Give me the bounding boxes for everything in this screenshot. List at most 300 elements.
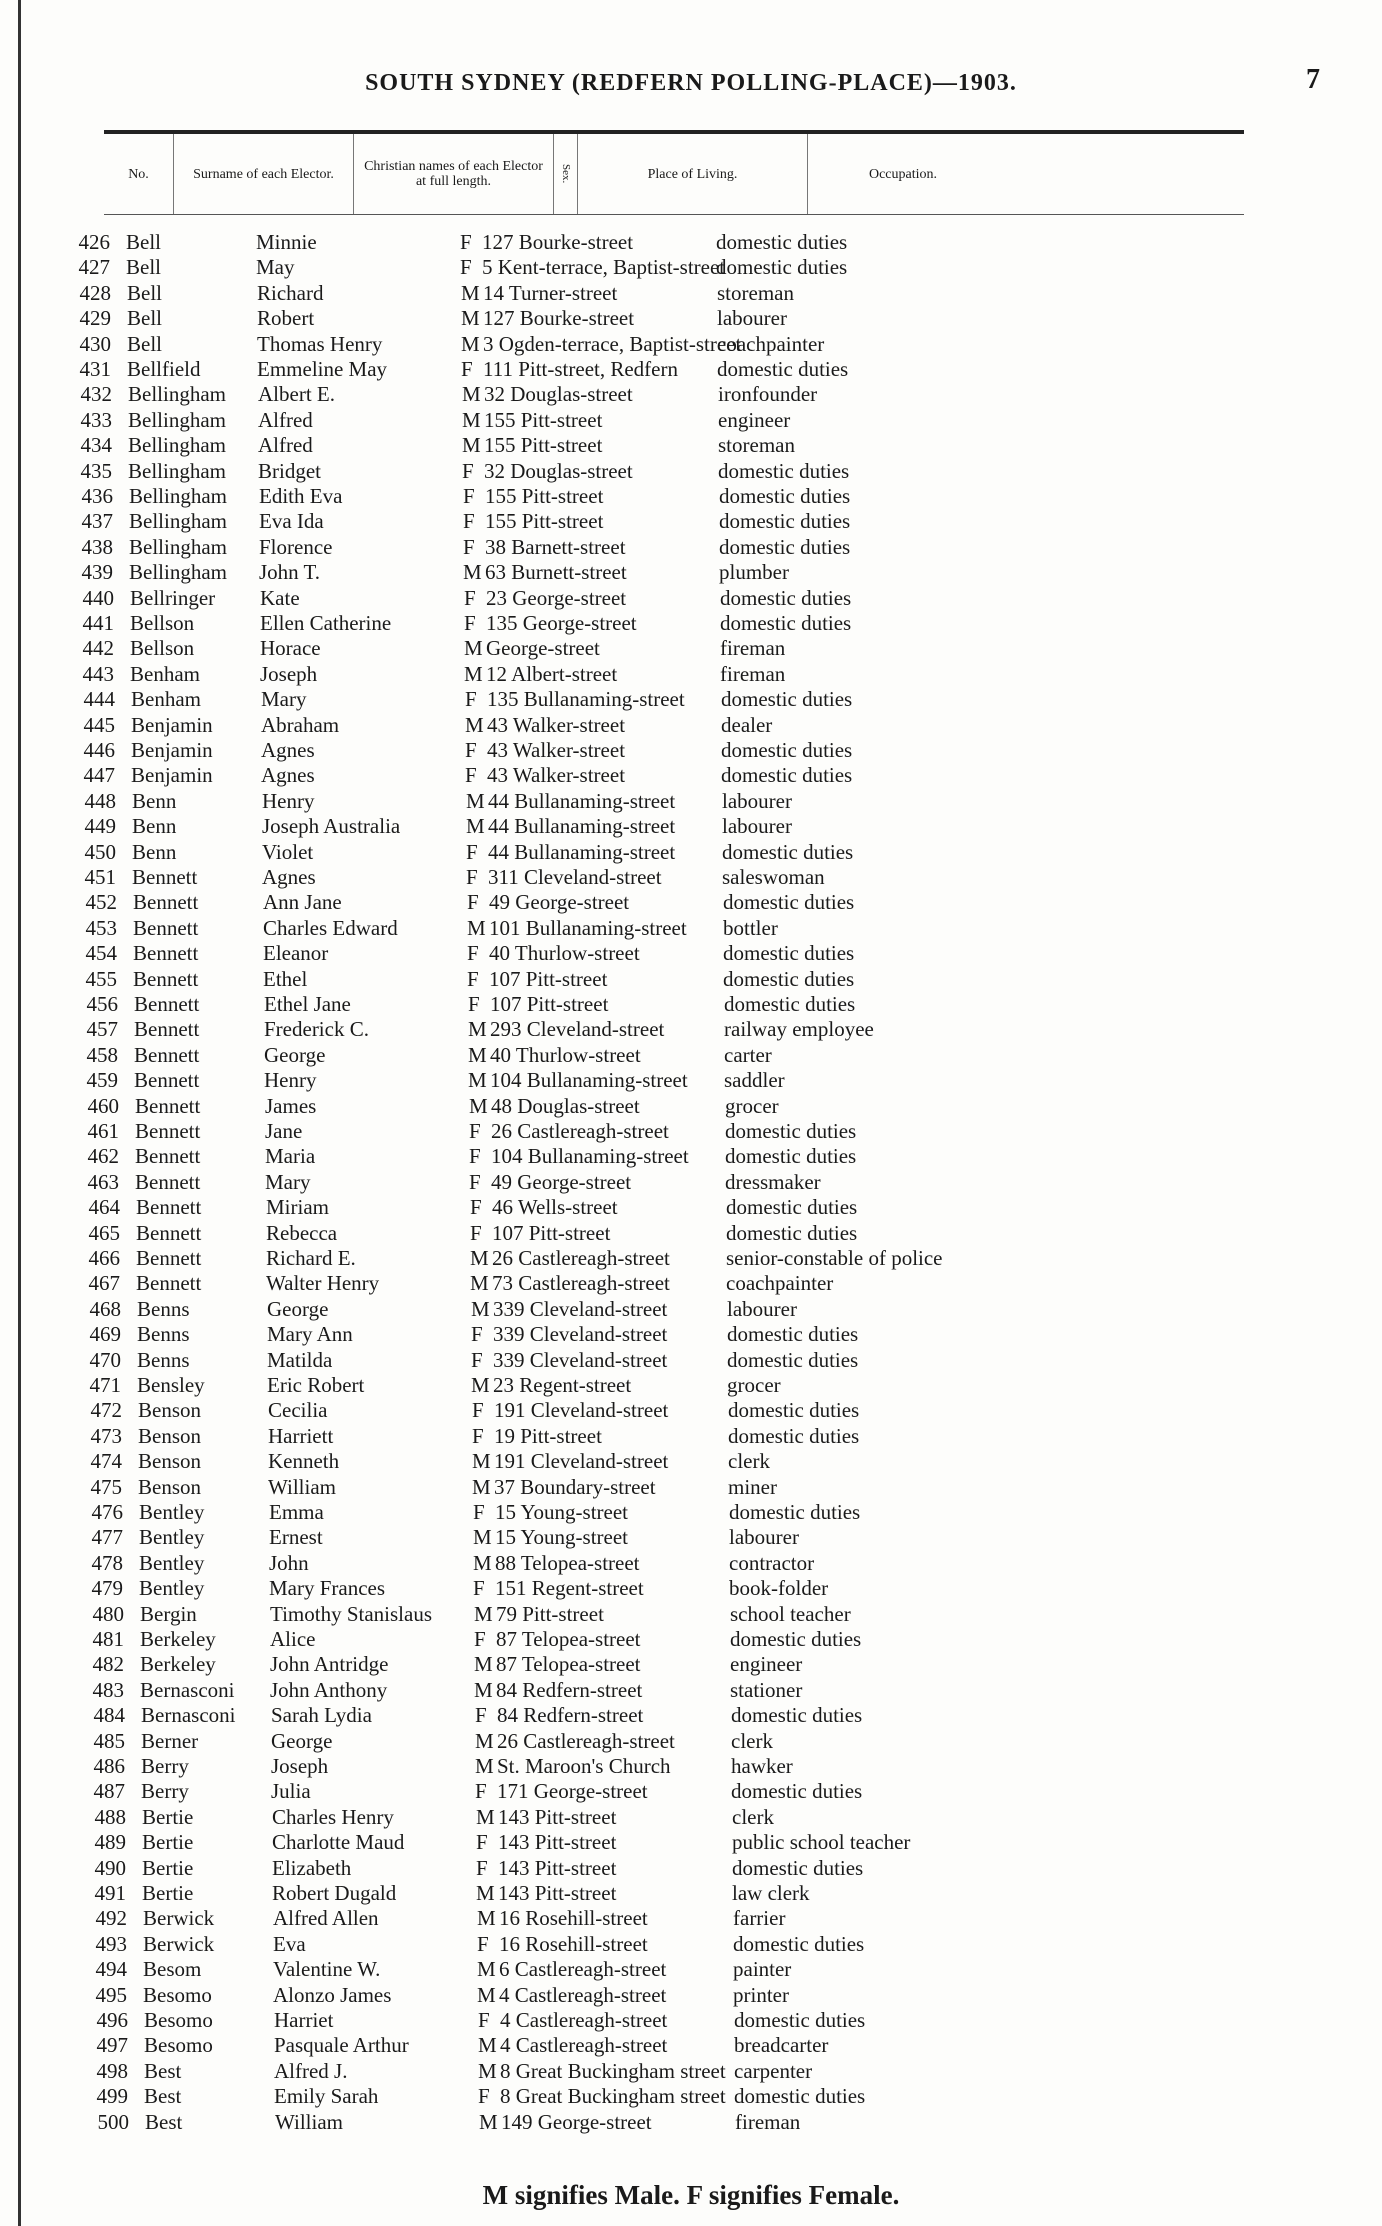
cell-no: 499 (96, 2084, 128, 2109)
cell-no: 476 (91, 1500, 123, 1524)
cell-place: 23 Regent-street (493, 1373, 632, 1397)
cell-sex: F (462, 458, 474, 483)
cell-christian: Charlotte Maud (272, 1830, 405, 1855)
cell-sex: M (476, 1881, 495, 1905)
cell-sex: M (479, 2109, 498, 2134)
cell-place: 171 George-street (497, 1779, 648, 1804)
cell-no: 433 (80, 407, 112, 432)
cell-occupation: domestic duties (727, 1347, 859, 1372)
cell-occupation: railway employee (724, 1017, 874, 1042)
cell-place: 40 Thurlow-street (489, 941, 640, 966)
cell-christian: George (264, 1042, 326, 1067)
cell-christian: Ellen Catherine (260, 611, 392, 635)
cell-christian: Henry (262, 788, 315, 813)
cell-christian: Bridget (258, 458, 321, 483)
cell-christian: Robert Dugald (272, 1881, 397, 1905)
cell-no: 428 (79, 280, 111, 305)
cell-no: 438 (81, 534, 113, 559)
cell-occupation: engineer (730, 1652, 803, 1677)
cell-no: 463 (87, 1169, 119, 1194)
cell-surname: Besom (143, 1957, 202, 1982)
cell-christian: Valentine W. (273, 1957, 381, 1982)
cell-occupation: school teacher (730, 1601, 851, 1626)
cell-christian: Matilda (267, 1347, 333, 1372)
cell-surname: Bennett (133, 915, 199, 940)
cell-christian: Kate (260, 585, 300, 610)
cell-sex: M (475, 1754, 494, 1778)
cell-surname: Bellingham (128, 407, 226, 432)
cell-no: 453 (85, 915, 117, 940)
cell-surname: Best (144, 2058, 182, 2083)
cell-no: 462 (87, 1144, 119, 1169)
cell-place: 143 Pitt-street (498, 1804, 617, 1829)
cell-occupation: domestic duties (723, 966, 855, 991)
cell-no: 469 (89, 1322, 121, 1347)
cell-surname: Bennett (136, 1195, 202, 1220)
cell-sex: M (478, 2058, 497, 2083)
cell-surname: Bell (127, 331, 162, 356)
cell-no: 482 (92, 1652, 124, 1677)
cell-place: 14 Turner-street (483, 280, 618, 305)
cell-surname: Bennett (135, 1144, 201, 1169)
cell-occupation: fireman (720, 636, 786, 661)
cell-occupation: labourer (727, 1296, 797, 1321)
cell-no: 479 (91, 1576, 123, 1601)
cell-sex: M (470, 1246, 489, 1270)
cell-occupation: hawker (731, 1754, 793, 1778)
cell-surname: Bellson (130, 611, 195, 635)
cell-sex: F (470, 1195, 482, 1220)
cell-sex: M (466, 788, 485, 813)
cell-place: 4 Castlereagh-street (500, 2033, 668, 2058)
cell-place: 135 Bullanaming-street (487, 687, 685, 712)
cell-place: 111 Pitt-street, Redfern (483, 357, 678, 381)
cell-occupation: public school teacher (732, 1830, 911, 1855)
cell-surname: Benns (137, 1347, 190, 1372)
cell-no: 480 (92, 1601, 124, 1626)
cell-place: 49 George-street (489, 890, 630, 915)
cell-no: 490 (94, 1855, 126, 1880)
cell-place: 191 Cleveland-street (494, 1398, 669, 1423)
cell-surname: Bennett (133, 941, 199, 966)
cell-place: 32 Douglas-street (484, 382, 633, 407)
cell-no: 457 (86, 1017, 118, 1042)
cell-occupation: clerk (728, 1449, 770, 1474)
cell-surname: Bellingham (129, 509, 227, 534)
cell-christian: Jane (265, 1119, 303, 1143)
cell-sex: F (476, 1830, 488, 1855)
cell-christian: Alice (270, 1627, 316, 1651)
cell-christian: Henry (264, 1068, 317, 1093)
cell-occupation: domestic duties (723, 890, 855, 915)
col-header-occupation: Occupation. (868, 166, 938, 182)
page-number: 7 (1306, 64, 1320, 95)
cell-sex: M (467, 915, 486, 940)
cell-occupation: coachpainter (726, 1271, 834, 1296)
cell-place: 149 George-street (501, 2109, 652, 2134)
cell-occupation: contractor (729, 1550, 815, 1575)
cell-no: 459 (86, 1068, 118, 1093)
cell-place: 107 Pitt-street (490, 992, 609, 1016)
cell-occupation: domestic duties (734, 2008, 866, 2032)
cell-sex: M (468, 1068, 487, 1093)
cell-christian: Agnes (261, 738, 315, 762)
cell-sex: M (461, 280, 480, 305)
cell-surname: Bennett (136, 1246, 202, 1270)
cell-surname: Benjamin (131, 763, 213, 788)
cell-place: 38 Barnett-street (485, 534, 626, 559)
cell-place: 43 Walker-street (487, 712, 626, 737)
cell-occupation: senior-constable of police (726, 1246, 943, 1270)
cell-occupation: domestic duties (728, 1398, 860, 1423)
cell-sex: M (471, 1296, 490, 1321)
cell-surname: Benson (138, 1398, 201, 1423)
cell-no: 445 (83, 712, 115, 737)
cell-sex: F (467, 966, 479, 991)
cell-sex: F (465, 763, 477, 788)
cell-surname: Bellringer (130, 585, 216, 610)
legend-footer: M signifies Male. F signifies Female. (482, 2180, 900, 2210)
cell-surname: Bennett (134, 1068, 200, 1093)
col-header-no: No. (104, 134, 174, 214)
cell-surname: Besomo (144, 2008, 213, 2032)
cell-place: 143 Pitt-street (498, 1881, 617, 1905)
cell-place: 5 Kent-terrace, Baptist-street (482, 255, 726, 280)
cell-surname: Besomo (143, 1982, 212, 2007)
cell-occupation: domestic duties (724, 992, 856, 1016)
cell-sex: F (466, 865, 478, 889)
cell-sex: F (463, 484, 475, 508)
cell-christian: James (265, 1093, 317, 1118)
cell-occupation: saddler (724, 1068, 785, 1093)
cell-place: 43 Walker-street (487, 763, 626, 788)
cell-sex: F (475, 1703, 487, 1728)
cell-sex: F (472, 1423, 484, 1448)
cell-surname: Bertie (142, 1855, 194, 1880)
cell-no: 443 (82, 661, 114, 686)
cell-occupation: domestic duties (728, 1423, 860, 1448)
cell-surname: Berwick (143, 1906, 215, 1931)
cell-place: 155 Pitt-street (485, 509, 604, 534)
cell-no: 467 (88, 1271, 120, 1296)
cell-christian: Alfred J. (274, 2058, 348, 2083)
cell-surname: Benson (138, 1474, 201, 1499)
cell-sex: M (462, 382, 481, 407)
cell-christian: Thomas Henry (257, 331, 383, 356)
cell-sex: F (461, 357, 473, 381)
cell-no: 472 (90, 1398, 122, 1423)
cell-place: 339 Cleveland-street (493, 1322, 668, 1347)
cell-sex: M (464, 636, 483, 661)
cell-sex: M (471, 1373, 490, 1397)
cell-no: 466 (88, 1246, 120, 1270)
cell-christian: Joseph (271, 1754, 329, 1778)
cell-surname: Bellfield (127, 357, 201, 381)
cell-occupation: domestic duties (718, 458, 850, 483)
cell-place: 311 Cleveland-street (488, 865, 662, 889)
cell-surname: Bennett (136, 1220, 202, 1245)
cell-sex: F (469, 1169, 481, 1194)
cell-sex: M (472, 1474, 491, 1499)
cell-christian: Charles Edward (263, 915, 398, 940)
cell-place: 104 Bullanaming-street (491, 1144, 689, 1169)
cell-occupation: domestic duties (729, 1500, 861, 1524)
cell-no: 484 (93, 1703, 125, 1728)
cell-sex: F (468, 992, 480, 1016)
cell-christian: Alfred (258, 433, 313, 458)
cell-sex: F (460, 255, 472, 280)
cell-occupation: domestic duties (717, 357, 849, 381)
cell-sex: F (463, 534, 475, 559)
page-edge-line (18, 0, 21, 2226)
cell-place: 63 Burnett-street (485, 560, 627, 585)
cell-place: 44 Bullanaming-street (488, 839, 676, 864)
cell-occupation: domestic duties (716, 230, 848, 254)
cell-no: 454 (85, 941, 117, 966)
cell-christian: Robert (257, 306, 315, 331)
cell-surname: Bernasconi (141, 1703, 236, 1728)
cell-no: 485 (93, 1728, 125, 1753)
cell-place: 104 Bullanaming-street (490, 1068, 688, 1093)
cell-place: 151 Regent-street (495, 1576, 644, 1601)
cell-no: 452 (85, 890, 117, 915)
cell-occupation: domestic duties (725, 1119, 857, 1143)
cell-surname: Bell (127, 306, 162, 331)
cell-christian: Cecilia (268, 1398, 328, 1423)
cell-no: 426 (78, 230, 110, 254)
cell-sex: F (472, 1398, 484, 1423)
cell-occupation: plumber (719, 560, 789, 585)
cell-surname: Best (144, 2084, 182, 2109)
cell-occupation: fireman (735, 2109, 801, 2134)
cell-no: 493 (95, 1931, 127, 1956)
cell-occupation: engineer (718, 407, 791, 432)
cell-no: 441 (82, 611, 114, 635)
cell-christian: Emily Sarah (274, 2084, 379, 2109)
cell-sex: F (465, 687, 477, 712)
cell-sex: F (473, 1576, 485, 1601)
cell-no: 449 (84, 814, 116, 839)
cell-christian: Eva Ida (259, 509, 324, 534)
cell-place: 26 Castlereagh-street (492, 1246, 670, 1270)
cell-place: 8 Great Buckingham street (500, 2084, 726, 2109)
cell-christian: Abraham (261, 712, 340, 737)
cell-christian: Emma (269, 1500, 324, 1524)
cell-occupation: domestic duties (731, 1703, 863, 1728)
cell-christian: Frederick C. (264, 1017, 369, 1042)
cell-christian: Emmeline May (257, 357, 388, 381)
cell-place: 40 Thurlow-street (490, 1042, 641, 1067)
cell-occupation: painter (733, 1957, 792, 1982)
cell-place: 191 Cleveland-street (494, 1449, 669, 1474)
cell-place: 155 Pitt-street (485, 484, 604, 508)
cell-place: 87 Telopea-street (496, 1652, 641, 1677)
cell-sex: F (478, 2008, 490, 2032)
cell-place: 84 Redfern-street (496, 1677, 643, 1702)
cell-no: 442 (82, 636, 114, 661)
cell-surname: Benson (138, 1423, 201, 1448)
cell-place: 15 Young-street (495, 1500, 629, 1524)
cell-place: 43 Walker-street (487, 738, 626, 762)
cell-sex: M (466, 814, 485, 839)
cell-occupation: labourer (717, 306, 787, 331)
cell-christian: Mary (261, 687, 307, 712)
cell-occupation: domestic duties (725, 1144, 857, 1169)
cell-christian: George (271, 1728, 333, 1753)
cell-surname: Bertie (142, 1881, 194, 1905)
cell-occupation: domestic duties (720, 611, 852, 635)
cell-no: 461 (87, 1119, 119, 1143)
cell-no: 500 (97, 2109, 129, 2134)
cell-place: 4 Castlereagh-street (499, 1982, 667, 2007)
cell-no: 477 (91, 1525, 123, 1550)
cell-no: 440 (82, 585, 114, 610)
cell-christian: Rebecca (266, 1220, 338, 1245)
cell-surname: Bernasconi (140, 1677, 235, 1702)
cell-sex: F (471, 1347, 483, 1372)
cell-surname: Bell (126, 230, 161, 254)
cell-occupation: domestic duties (732, 1855, 864, 1880)
cell-surname: Benn (132, 839, 177, 864)
cell-no: 481 (92, 1627, 124, 1651)
cell-no: 464 (88, 1195, 120, 1220)
cell-occupation: grocer (727, 1373, 781, 1397)
cell-christian: Violet (262, 839, 314, 864)
cell-no: 491 (94, 1881, 126, 1905)
cell-place: 155 Pitt-street (484, 433, 603, 458)
cell-occupation: labourer (729, 1525, 799, 1550)
cell-sex: M (476, 1804, 495, 1829)
cell-occupation: domestic duties (716, 255, 848, 280)
cell-surname: Benn (132, 814, 177, 839)
cell-sex: M (462, 433, 481, 458)
cell-surname: Berkeley (140, 1627, 216, 1651)
cell-no: 456 (86, 992, 118, 1016)
cell-surname: Bertie (142, 1804, 194, 1829)
cell-no: 475 (90, 1474, 122, 1499)
cell-sex: F (467, 941, 479, 966)
cell-surname: Besomo (144, 2033, 213, 2058)
cell-sex: F (477, 1931, 489, 1956)
cell-surname: Benns (137, 1322, 190, 1347)
cell-christian: Harriet (274, 2008, 334, 2032)
cell-christian: Horace (260, 636, 321, 661)
cell-christian: Richard E. (266, 1246, 356, 1270)
cell-surname: Bennett (132, 865, 198, 889)
cell-christian: John Anthony (270, 1677, 388, 1702)
page-title: SOUTH SYDNEY (REDFERN POLLING-PLACE)—1903. (365, 70, 1017, 96)
cell-christian: May (256, 255, 295, 280)
cell-surname: Bentley (139, 1500, 205, 1524)
col-header-place: Place of Living. (578, 134, 808, 214)
cell-no: 473 (90, 1423, 122, 1448)
cell-place: 44 Bullanaming-street (488, 788, 676, 813)
cell-occupation: saleswoman (722, 865, 825, 889)
cell-occupation: miner (728, 1474, 777, 1499)
cell-no: 489 (94, 1830, 126, 1855)
cell-occupation: domestic duties (722, 839, 854, 864)
cell-occupation: storeman (718, 433, 795, 458)
cell-no: 478 (91, 1550, 123, 1575)
cell-occupation: domestic duties (726, 1220, 858, 1245)
cell-sex: F (464, 611, 476, 635)
cell-sex: M (472, 1449, 491, 1474)
cell-surname: Bennett (135, 1169, 201, 1194)
cell-surname: Best (145, 2109, 183, 2134)
cell-place: 26 Castlereagh-street (491, 1119, 669, 1143)
cell-no: 434 (80, 433, 112, 458)
cell-christian: Mary (265, 1169, 311, 1194)
cell-place: 127 Bourke-street (483, 306, 635, 331)
cell-christian: Elizabeth (272, 1855, 352, 1880)
cell-occupation: domestic duties (727, 1322, 859, 1347)
cell-surname: Benjamin (131, 712, 213, 737)
cell-occupation: domestic duties (719, 484, 851, 508)
cell-place: 143 Pitt-street (498, 1830, 617, 1855)
cell-sex: F (478, 2084, 490, 2109)
cell-sex: M (475, 1728, 494, 1753)
cell-no: 487 (93, 1779, 125, 1804)
cell-sex: F (475, 1779, 487, 1804)
cell-occupation: clerk (732, 1804, 774, 1829)
cell-sex: M (474, 1601, 493, 1626)
cell-sex: F (464, 585, 476, 610)
cell-sex: M (461, 331, 480, 356)
cell-occupation: domestic duties (720, 585, 852, 610)
cell-christian: Mary Frances (269, 1576, 386, 1601)
cell-place: 127 Bourke-street (482, 230, 634, 254)
cell-no: 498 (96, 2058, 128, 2083)
cell-surname: Bellingham (128, 458, 226, 483)
cell-place: George-street (486, 636, 600, 661)
cell-surname: Bellingham (128, 382, 226, 407)
cell-occupation: domestic duties (719, 534, 851, 559)
cell-christian: Minnie (256, 230, 317, 254)
cell-sex: M (474, 1677, 493, 1702)
cell-surname: Bentley (139, 1576, 205, 1601)
cell-surname: Bentley (139, 1525, 205, 1550)
cell-place: 23 George-street (486, 585, 627, 610)
cell-christian: Ernest (269, 1525, 323, 1550)
cell-sex: F (463, 509, 475, 534)
cell-no: 486 (93, 1754, 125, 1778)
cell-place: 26 Castlereagh-street (497, 1728, 675, 1753)
cell-place: 84 Redfern-street (497, 1703, 644, 1728)
cell-surname: Benn (132, 788, 177, 813)
cell-surname: Berry (141, 1779, 189, 1804)
cell-christian: Eric Robert (267, 1373, 365, 1397)
cell-christian: Ethel (263, 966, 308, 991)
cell-surname: Bennett (134, 1042, 200, 1067)
cell-occupation: labourer (722, 814, 792, 839)
cell-no: 455 (85, 966, 117, 991)
cell-sex: F (467, 890, 479, 915)
cell-place: 8 Great Buckingham street (500, 2058, 726, 2083)
cell-sex: M (461, 306, 480, 331)
cell-sex: F (469, 1144, 481, 1169)
cell-christian: Joseph (260, 661, 318, 686)
cell-no: 435 (80, 458, 112, 483)
cell-place: 16 Rosehill-street (499, 1931, 648, 1956)
cell-occupation: law clerk (732, 1881, 810, 1905)
cell-place: 107 Pitt-street (489, 966, 608, 991)
cell-no: 430 (79, 331, 111, 356)
cell-sex: M (477, 1906, 496, 1931)
cell-surname: Bennett (133, 890, 199, 915)
cell-place: 339 Cleveland-street (493, 1347, 668, 1372)
cell-surname: Bennett (134, 1017, 200, 1042)
cell-occupation: breadcarter (734, 2033, 829, 2058)
